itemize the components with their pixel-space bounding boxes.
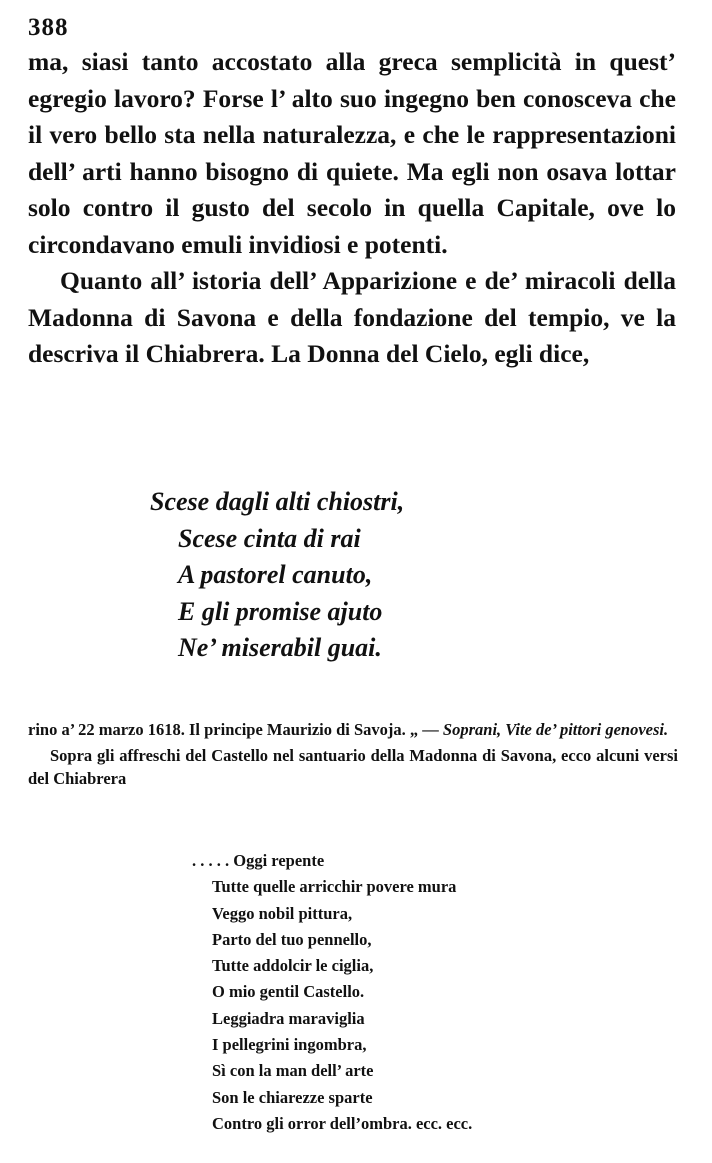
- verse-line: Scese cinta di rai: [178, 523, 361, 553]
- footnote-1: [28, 718, 678, 742]
- verse-line: E gli promise ajuto: [178, 596, 383, 626]
- footnote-2: Sopra gli affreschi del Castello nel santuario della Madonna di Savona, ecco alcuni versi del Chiabrera: [28, 745, 678, 788]
- main-text: [28, 44, 676, 373]
- verse-line: Scese dagli alti chiostri,: [150, 487, 405, 516]
- footnote-1-text: rino a’ 22 marzo 1618. Il principe Maurizio di Savoja. „ —: [28, 720, 443, 739]
- footnote-verse-line: Tutte quelle arricchir povere mura: [212, 877, 457, 897]
- verse-quote: [150, 484, 404, 667]
- footnote-verse-line: Sì con la man dell’ arte: [212, 1061, 374, 1081]
- footnote-verse-line: . . . . . Oggi repente: [192, 851, 325, 870]
- page-number: 388: [28, 14, 69, 41]
- verse-line: Ne’ miserabil guai.: [178, 633, 382, 662]
- footnote-1-citation: Soprani, Vite de’ pittori genovesi.: [442, 720, 669, 739]
- footnote-verse-line: Parto del tuo pennello,: [212, 929, 372, 949]
- footnotes: [28, 718, 678, 791]
- footnote-verse-line: Veggo nobil pittura,: [212, 903, 353, 923]
- footnote-verse: [192, 848, 472, 1137]
- verse-line: A pastorel canuto,: [178, 560, 373, 589]
- footnote-verse-line: Son le chiarezze sparte: [212, 1087, 373, 1107]
- footnote-verse-line: Tutte addolcir le ciglia,: [212, 956, 374, 976]
- footnote-verse-line: Leggiadra maraviglia: [212, 1008, 365, 1028]
- footnote-verse-line: Contro gli orror dell’ombra. ecc. ecc.: [212, 1113, 473, 1133]
- footnote-verse-line: I pellegrini ingombra,: [212, 1035, 367, 1055]
- paragraph-1: ma, siasi tanto accostato alla greca semplicità in quest’ egregio lavoro? Forse l’ alto suo ingegno ben conosceva che il vero bello sta nella naturalezza, e che le rappresentazioni dell’ arti hanno bisogno di quiete. Ma egli non osava lottar solo contro il gusto del secolo in quella Capitale, ove lo circondavano emuli invidiosi e potenti.: [28, 47, 676, 259]
- paragraph-2: Quanto all’ istoria dell’ Apparizione e de’ miracoli della Madonna di Savona e della fondazione del tempio, ve la descriva il Chiabrera. La Donna del Cielo, egli dice,: [28, 266, 676, 368]
- footnote-verse-line: O mio gentil Castello.: [212, 982, 365, 1002]
